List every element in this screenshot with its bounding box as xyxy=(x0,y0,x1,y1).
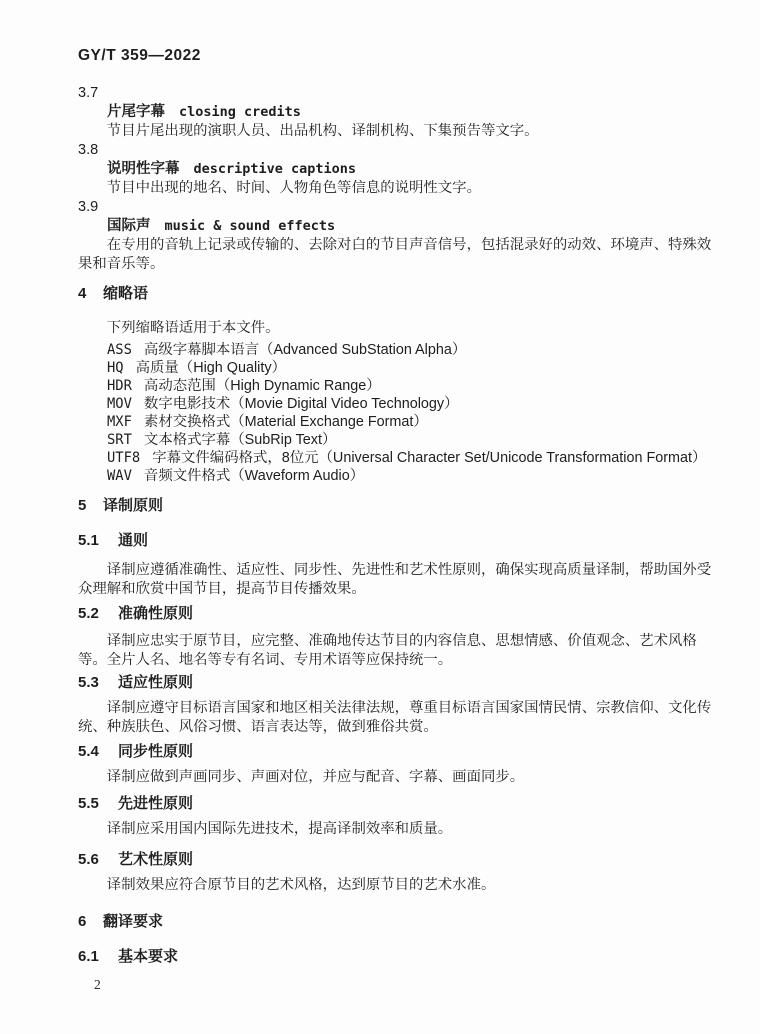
subsection-body-5-5: 译制应采用国内国际先进技术，提高译制效率和质量。 xyxy=(106,820,453,837)
subsection-heading-5-5 xyxy=(78,794,712,814)
abbreviation-code: ASS xyxy=(107,342,132,358)
abbreviation-item xyxy=(78,467,712,485)
term-title-zh: 说明性字幕 xyxy=(107,161,180,177)
abbreviation-code: MOV xyxy=(107,396,132,412)
abbreviation-description: 素材交换格式（Material Exchange Format） xyxy=(143,414,428,430)
page-number: 2 xyxy=(94,977,101,992)
abbreviation-item xyxy=(78,377,712,395)
abbreviation-description: 高动态范围（High Dynamic Range） xyxy=(143,378,381,394)
subsection-number: 6.1 xyxy=(78,947,99,965)
subsection-number: 5.3 xyxy=(78,674,99,691)
term-definition: 节目片尾出现的演职人员、出品机构、译制机构、下集预告等文字。 xyxy=(106,123,539,139)
abbreviation-item xyxy=(78,359,712,377)
term-number: 3.9 xyxy=(78,199,99,215)
section-title: 译制原则 xyxy=(103,497,164,514)
section-number: 5 xyxy=(78,497,87,514)
page-content xyxy=(78,46,712,967)
subsection-number: 5.2 xyxy=(78,605,99,622)
subsection-title: 同步性原则 xyxy=(118,743,194,760)
subsection-heading-5-4 xyxy=(78,742,712,762)
term-title xyxy=(78,217,712,236)
subsection-body-5-6: 译制效果应符合原节目的艺术风格，达到原节目的艺术水准。 xyxy=(106,877,496,893)
subsection-number: 5.4 xyxy=(78,743,99,760)
abbreviation-code: HQ xyxy=(107,360,124,376)
term-title-zh: 片尾字幕 xyxy=(107,104,165,120)
subsection-title: 适应性原则 xyxy=(118,674,194,691)
abbreviation-description: 高级字幕脚本语言（Advanced SubStation Alpha） xyxy=(143,342,467,358)
term-number: 3.7 xyxy=(78,85,99,101)
term-number: 3.8 xyxy=(78,142,99,158)
term-title-en: music & sound effects xyxy=(164,218,336,234)
subsection-title: 通则 xyxy=(118,532,149,549)
abbreviation-item xyxy=(78,449,712,467)
term-definition: 节目中出现的地名、时间、人物角色等信息的说明性文字。 xyxy=(106,180,481,196)
subsection-title: 基本要求 xyxy=(118,947,179,965)
abbreviation-code: WAV xyxy=(107,468,132,484)
section-number: 4 xyxy=(78,285,87,302)
section-title: 翻译要求 xyxy=(103,912,164,930)
term-title-en: closing credits xyxy=(179,104,301,120)
abbreviation-code: HDR xyxy=(107,378,132,394)
doc-code-header: GY/T 359—2022 xyxy=(78,47,201,64)
abbreviation-description: 文本格式字幕（SubRip Text） xyxy=(143,432,337,448)
section-number: 6 xyxy=(78,912,87,930)
term-title-en: descriptive captions xyxy=(193,161,357,177)
subsection-number: 5.1 xyxy=(78,532,99,549)
subsection-heading-5-6 xyxy=(78,850,712,870)
abbreviation-code: UTF8 xyxy=(107,450,141,466)
abbreviation-description: 字幕文件编码格式，8位元（Universal Character Set/Unicode Transformation Format） xyxy=(152,450,707,466)
subsection-title: 艺术性原则 xyxy=(118,851,194,868)
subsection-title: 先进性原则 xyxy=(118,794,194,812)
subsection-heading-5-3 xyxy=(78,673,712,693)
abbreviation-code: MXF xyxy=(107,414,132,430)
subsection-body-5-4: 译制应做到声画同步、声画对位，并应与配音、字幕、画面同步。 xyxy=(106,769,525,785)
subsection-body-5-2: 译制应忠实于原节目，应完整、准确地传达节目的内容信息、思想情感、价值观念、艺术风格等。全片人名、地名等专有名词、专用术语等应保持统一。 xyxy=(78,633,697,668)
subsection-heading-6-1 xyxy=(78,947,712,967)
abbreviation-item xyxy=(78,431,712,449)
subsection-title: 准确性原则 xyxy=(118,605,194,622)
section-heading-principles xyxy=(78,496,712,516)
term-title xyxy=(78,160,712,179)
term-title-zh: 国际声 xyxy=(107,218,151,234)
subsection-body-5-1: 译制应遵循准确性、适应性、同步性、先进性和艺术性原则，确保实现高质量译制，帮助国外受众理解和欣赏中国节目，提高节目传播效果。 xyxy=(78,562,712,597)
subsection-heading-5-1 xyxy=(78,531,712,551)
section-heading-abbreviations xyxy=(78,284,712,304)
abbreviation-description: 音频文件格式（Waveform Audio） xyxy=(143,468,365,484)
abbreviation-code: SRT xyxy=(107,432,132,448)
section-heading-translation xyxy=(78,912,712,932)
subsection-heading-5-2 xyxy=(78,604,712,624)
abbreviations-intro: 下列缩略语适用于本文件。 xyxy=(106,320,280,336)
subsection-body-5-3: 译制应遵守目标语言国家和地区相关法律法规，尊重目标语言国家国情民情、宗教信仰、文化传统、种族肤色、风俗习惯、语言表达等，做到雅俗共赏。 xyxy=(78,700,712,735)
subsection-number: 5.6 xyxy=(78,851,99,868)
term-definition: 在专用的音轨上记录或传输的、去除对白的节目声音信号，包括混录好的动效、环境声、特殊效果和音乐等。 xyxy=(78,237,712,272)
section-title: 缩略语 xyxy=(103,285,149,302)
abbreviation-description: 数字电影技术（Movie Digital Video Technology） xyxy=(143,396,459,412)
abbreviation-item xyxy=(78,413,712,431)
abbreviation-description: 高质量（High Quality） xyxy=(135,360,286,376)
abbreviation-item xyxy=(78,395,712,413)
term-title xyxy=(78,103,712,122)
abbreviation-item xyxy=(78,341,712,359)
subsection-number: 5.5 xyxy=(78,794,99,812)
